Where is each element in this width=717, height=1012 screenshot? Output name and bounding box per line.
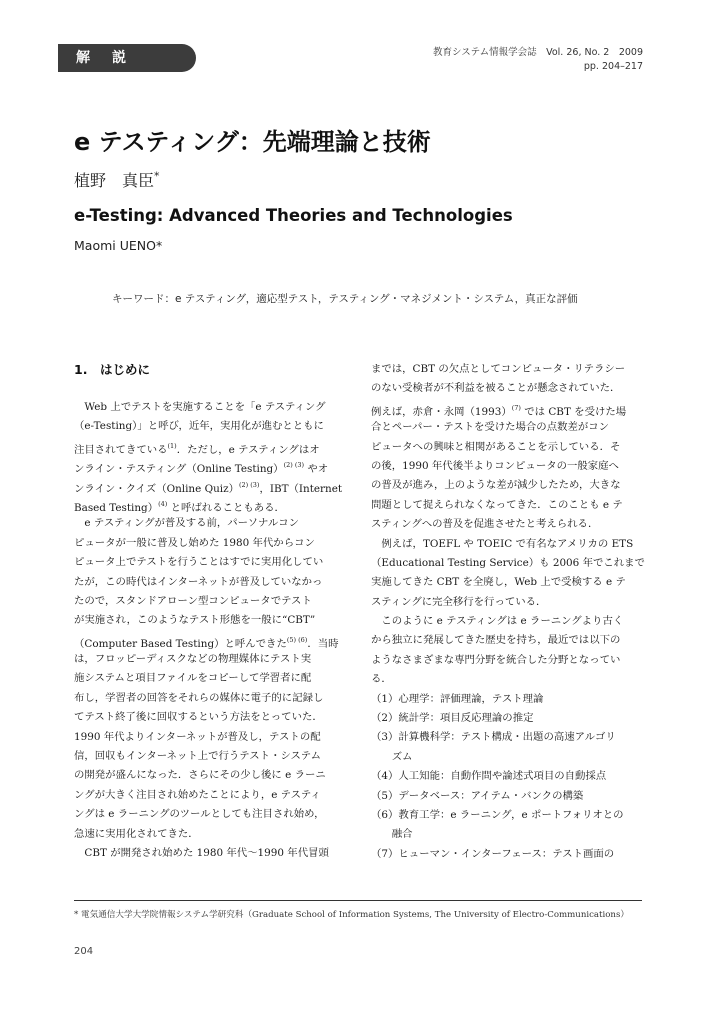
section-tag: 解説 — [58, 44, 196, 72]
title-japanese: e テスティング：先端理論と技術 — [74, 128, 431, 156]
text-segment: （e-Testing）」と呼び，近年，実用化が進むとともに — [74, 420, 324, 433]
footnote-divider — [74, 900, 642, 901]
text-segment: やオ — [304, 463, 329, 476]
keywords: キーワード：e テスティング，適応型テスト，テスティング・マネジメント・システム，真正な評価 — [112, 293, 578, 305]
author-footnote-mark: * — [154, 169, 160, 183]
text-segment: ズム — [371, 750, 413, 763]
text-line — [371, 418, 648, 437]
text-line — [74, 650, 351, 669]
title-english: e-Testing: Advanced Theories and Technologies — [74, 206, 513, 225]
text-segment: の後，1990 年代後半よりコンピュータの一般家庭へ — [371, 459, 619, 472]
page-number: 204 — [74, 946, 94, 957]
text-line — [74, 728, 351, 747]
text-line — [371, 767, 648, 786]
text-line — [74, 398, 351, 417]
text-segment: 合とペーパー・テストを受けた場合の点数差がコン — [371, 421, 610, 434]
text-line — [74, 514, 351, 533]
text-segment: （3）計算機科学：テスト構成・出題の高速アルゴリ — [371, 731, 616, 744]
text-segment: （Computer Based Testing）と呼んできた — [74, 637, 287, 650]
text-segment: スティングに完全移行を行っている． — [371, 595, 547, 608]
text-segment: （2）統計学：項目反応理論の推定 — [371, 712, 534, 725]
text-segment: ンライン・テスティング（Online Testing） — [74, 463, 284, 476]
text-segment: 例えば，TOEFL や TOEIC で有名なアメリカの ETS — [371, 537, 634, 550]
text-segment: の開発が盛んになった．さらにその少し後に e ラーニ — [74, 769, 326, 782]
citation-marker: (2) (3) — [238, 480, 260, 489]
citation-marker: (5) (6) — [286, 635, 308, 644]
text-segment: のない受検者が不利益を被ることが懸念されていた． — [371, 382, 621, 395]
text-line — [371, 690, 648, 709]
text-line — [371, 457, 648, 476]
text-line — [74, 592, 351, 611]
author-english: Maomi UENO* — [74, 238, 163, 253]
text-segment: 実施してきた CBT を全廃し，Web 上で受検する e テ — [371, 576, 626, 589]
text-line — [371, 748, 648, 767]
text-segment: （1）心理学：評価理論，テスト理論 — [371, 692, 544, 705]
text-line — [371, 438, 648, 457]
text-segment: ようなさまざまな専門分野を統合した分野となってい — [371, 653, 621, 666]
text-line — [371, 554, 648, 573]
text-segment: ングは e ラーニングのツールとしても注目され始め， — [74, 808, 325, 821]
text-line — [371, 806, 648, 825]
left-column-body — [74, 398, 351, 863]
text-line — [371, 379, 648, 398]
text-segment: Based Testing） — [74, 501, 159, 514]
text-line — [371, 651, 648, 670]
journal-info — [433, 46, 643, 74]
text-segment: ングが大きく注目され始めたことにより，e テスティ — [74, 788, 321, 801]
text-line — [371, 593, 648, 612]
text-segment: と呼ばれることもある． — [167, 501, 285, 514]
text-line — [74, 495, 351, 514]
text-segment: から独立に発展してきた歴史を持ち，最近では以下の — [371, 634, 621, 647]
text-segment: ．当時 — [307, 637, 339, 650]
text-line — [74, 844, 351, 863]
text-segment: 問題として捉えられなくなってきた．このことも e テ — [371, 498, 623, 511]
text-segment: てテスト終了後に回収するという方法をとっていた． — [74, 711, 323, 724]
text-segment: ，IBT（Internet — [259, 482, 343, 495]
right-column-body — [371, 360, 648, 864]
text-segment: る． — [371, 673, 392, 686]
text-line — [74, 708, 351, 727]
text-segment: ピュータ上でテストを行うことはすでに実用化してい — [74, 556, 324, 569]
text-segment: 信，回収もインターネット上で行うテスト・システム — [74, 750, 321, 763]
text-line — [74, 534, 351, 553]
text-segment: では CBT を受けた場 — [520, 405, 627, 418]
text-line — [371, 670, 648, 689]
text-segment: ．ただし，e テスティングはオ — [176, 443, 320, 456]
text-line — [74, 417, 351, 436]
text-line — [371, 399, 648, 418]
text-line — [371, 496, 648, 515]
text-line — [371, 515, 648, 534]
text-line — [74, 437, 351, 456]
text-line — [371, 573, 648, 592]
text-segment: 急速に実用化されてきた． — [74, 827, 199, 840]
text-line — [371, 787, 648, 806]
text-segment: スティングへの普及を促進させたと考えられる． — [371, 518, 599, 531]
text-line — [74, 669, 351, 688]
text-segment: e テスティングが普及する前，パーソナルコン — [74, 517, 300, 530]
text-segment: （6）教育工学：e ラーニング，e ポートフォリオとの — [371, 808, 624, 821]
text-segment: の普及が進み，上のような差が減少したため，大きな — [371, 479, 621, 492]
text-segment: （4）人工知能：自動作問や論述式項目の自動採点 — [371, 770, 607, 783]
section-heading: 1. はじめに — [74, 362, 150, 377]
text-line — [371, 535, 648, 554]
citation-marker: (4) — [158, 499, 168, 508]
text-segment: が実施され，このようなテスト形態を一般に“CBT” — [74, 614, 316, 627]
text-line — [371, 728, 648, 747]
text-segment: （Educational Testing Service）も 2006 年でこれまで — [371, 556, 645, 569]
text-line — [371, 360, 648, 379]
text-line — [74, 573, 351, 592]
text-line — [74, 825, 351, 844]
text-line — [371, 825, 648, 844]
text-segment: ンライン・クイズ（Online Quiz） — [74, 482, 239, 495]
text-line — [74, 786, 351, 805]
text-line — [371, 476, 648, 495]
text-line — [74, 611, 351, 630]
text-line — [371, 709, 648, 728]
affiliation-footnote: * 電気通信大学大学院情報システム学研究科（Graduate School of Information Systems, The University of Electro-Communications） — [74, 910, 629, 920]
text-line — [74, 766, 351, 785]
text-line — [371, 845, 648, 864]
text-line — [74, 805, 351, 824]
text-segment: 1990 年代よりインターネットが普及し，テストの配 — [74, 730, 321, 743]
text-segment: （7）ヒューマン・インターフェース：テスト画面の — [371, 847, 615, 860]
text-segment: Web 上でテストを実施することを「e テスティング — [74, 401, 326, 413]
text-line — [74, 456, 351, 475]
text-segment: 注目されてきている — [74, 443, 168, 456]
text-line — [74, 689, 351, 708]
text-line — [74, 553, 351, 572]
text-segment: までは，CBT の欠点としてコンピュータ・リテラシー — [371, 363, 626, 375]
text-line — [74, 747, 351, 766]
text-segment: 例えば，赤倉・永岡（1993） — [371, 405, 512, 418]
journal-pages: pp. 204–217 — [583, 61, 643, 72]
text-segment: は，フロッピーディスクなどの物理媒体にテスト実 — [74, 653, 312, 666]
citation-marker: (7) — [511, 403, 521, 412]
text-segment: このように e テスティングは e ラーニングより古く — [371, 615, 624, 628]
text-line — [371, 612, 648, 631]
citation-marker: (2) (3) — [283, 461, 305, 470]
text-segment: 融合 — [371, 828, 413, 841]
text-segment: たが，この時代はインターネットが普及していなかっ — [74, 575, 323, 588]
text-segment: ピュータが一般に普及し始めた 1980 年代からコン — [74, 536, 315, 549]
text-line — [74, 476, 351, 495]
text-segment: CBT が開発され始めた 1980 年代～1990 年代冒頭 — [74, 846, 329, 859]
text-segment: ピュータへの興味と相関があることを示している．そ — [371, 440, 621, 453]
author-name-ja: 植野 真臣 — [74, 171, 155, 190]
text-line — [371, 631, 648, 650]
text-segment: たので，スタンドアローン型コンピュータでテスト — [74, 594, 312, 607]
text-line — [74, 631, 351, 650]
text-segment: 施システムと項目ファイルをコピーして学習者に配 — [74, 672, 312, 685]
text-segment: （5）データベース：アイテム・バンクの構築 — [371, 789, 584, 802]
citation-marker: (1) — [167, 441, 177, 450]
author-japanese — [74, 168, 160, 191]
journal-citation: 教育システム情報学会誌 Vol. 26, No. 2 2009 — [433, 47, 643, 58]
text-segment: 布し，学習者の回答をそれらの媒体に電子的に記録し — [74, 691, 324, 704]
